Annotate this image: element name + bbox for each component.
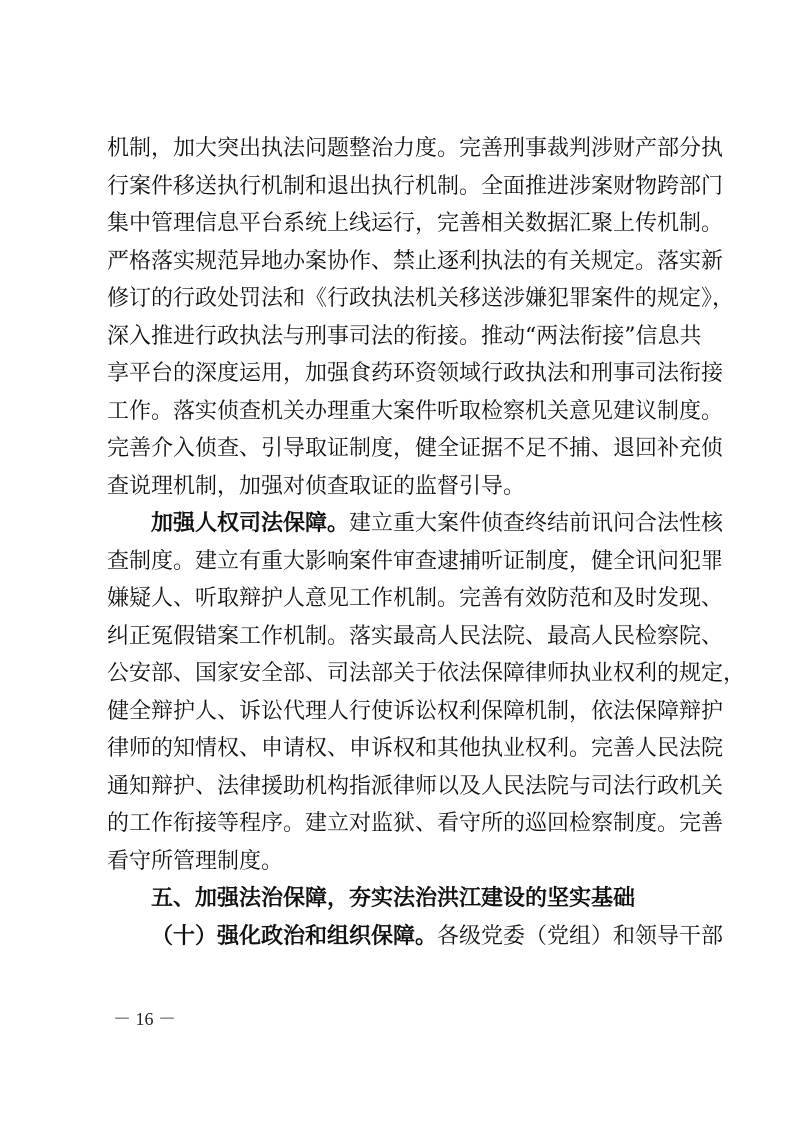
text-line: 完善介入侦查、引导取证制度，健全证据不足不捕、退回补充侦: [107, 436, 724, 461]
text-line: 嫌疑人、听取辩护人意见工作机制。完善有效防范和及时发现、: [107, 586, 724, 611]
paragraph-first-line: [107, 505, 724, 543]
text-line: 修订的行政处罚法和《行政执法机关移送涉嫌犯罪案件的规定》，: [107, 286, 735, 311]
text-line: 律师的知情权、申请权、申诉权和其他执业权利。完善人民法院: [107, 736, 724, 761]
text-line: 行案件移送执行机制和退出执行机制。全面推进涉案财物跨部门: [107, 173, 724, 199]
paragraph-first-rest: 各级党委（党组）和领导干部: [437, 923, 724, 949]
text-line: 工作。落实侦查机关办理重大案件听取检察机关意见建议制度。: [107, 398, 724, 424]
document-body: [107, 130, 746, 955]
text-line: 的工作衔接等程序。建立对监狱、看守所的巡回检察制度。完善: [107, 811, 724, 836]
text-line: 深入推进行政执法与刑事司法的衔接。推动“两法衔接”信息共: [107, 323, 702, 349]
paragraph-lead: 加强人权司法保障。: [151, 511, 350, 536]
text-line: 查制度。建立有重大影响案件审查逮捕听证制度，健全讯问犯罪: [107, 548, 724, 574]
paragraph-first-rest: 建立重大案件侦查终结前讯问合法性核: [349, 511, 724, 536]
text-line: 查说理机制，加强对侦查取证的监督引导。: [107, 473, 526, 499]
text-line: 严格落实规范异地办案协作、禁止逐利执法的有关规定。落实新: [107, 248, 724, 274]
text-line: 集中管理信息平台系统上线运行，完善相关数据汇聚上传机制。: [107, 211, 724, 236]
text-line: 通知辩护、法律援助机构指派律师以及人民法院与司法行政机关: [107, 773, 724, 799]
text-line: 机制，加大突出执法问题整治力度。完善刑事裁判涉财产部分执: [107, 136, 724, 161]
page-number: － 16 －: [113, 1009, 176, 1029]
text-line: 健全辩护人、诉讼代理人行使诉讼权利保障机制，依法保障辩护: [107, 698, 724, 724]
text-line: 纠正冤假错案工作机制。落实最高人民法院、最高人民检察院、: [107, 623, 724, 649]
paragraph-lead: （十）强化政治和组织保障。: [151, 923, 438, 949]
text-line: 看守所管理制度。: [107, 848, 284, 874]
text-line: 享平台的深度运用，加强食药环资领域行政执法和刑事司法衔接: [107, 361, 724, 386]
paragraph-first-line: [107, 918, 724, 956]
text-line: 公安部、国家安全部、司法部关于依法保障律师执业权利的规定，: [107, 661, 746, 686]
section-heading: 五、加强法治保障，夯实法治洪江建设的坚实基础: [151, 886, 636, 911]
